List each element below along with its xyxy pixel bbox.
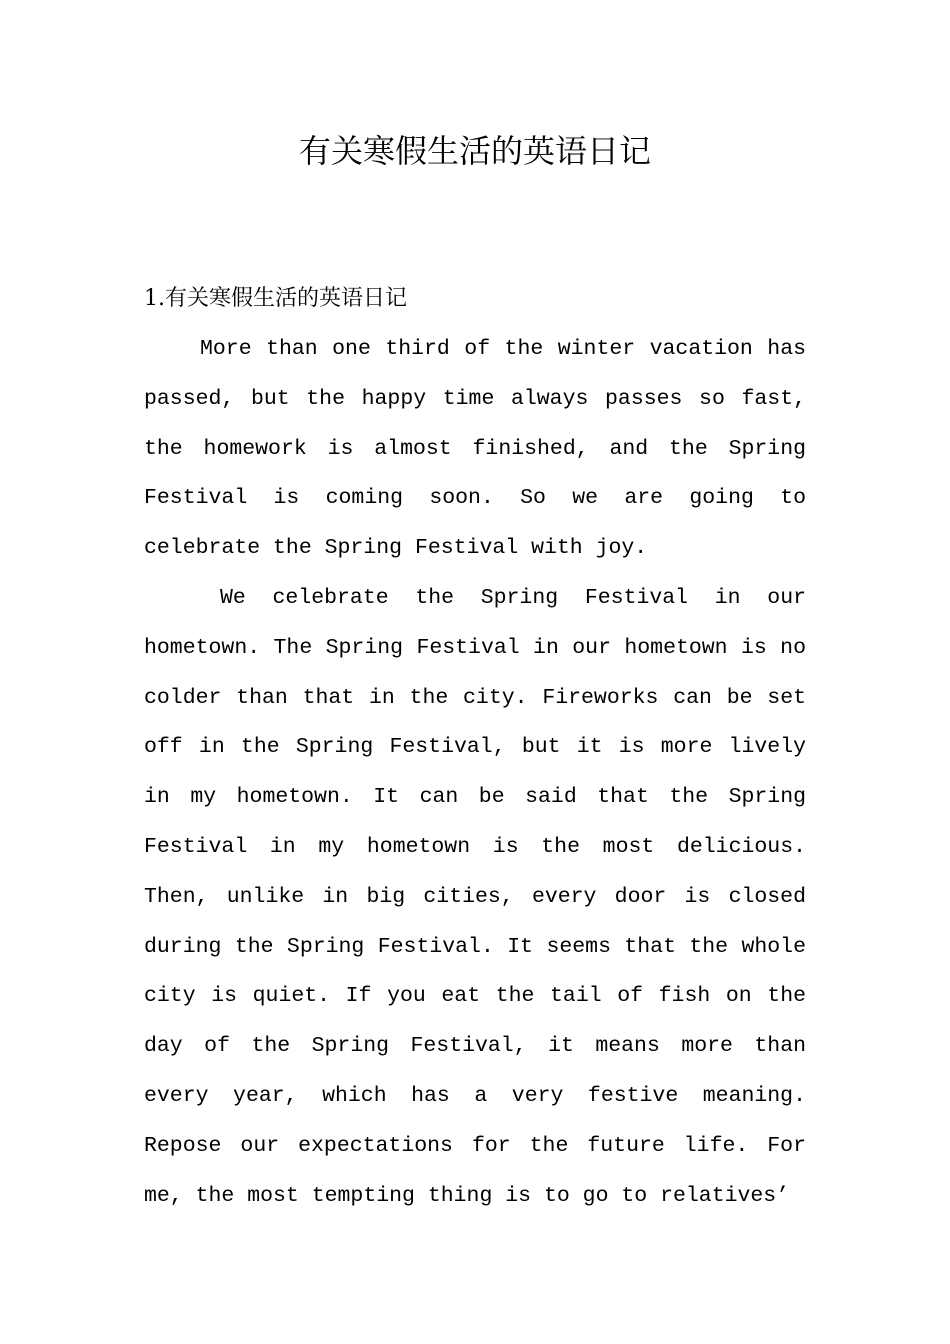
- paragraph-1: More than one third of the winter vacation has passed, but the happy time always passes so fast, the homework is almost finished, and the Spring Festival is coming soon. So we are going to celebrate the Spring Festival with joy.: [144, 337, 806, 561]
- paragraph-2: We celebrate the Spring Festival in our hometown. The Spring Festival in our hometown is no colder than that in the city. Fireworks can be set off in the Spring Festival, but it is more lively in my hometown. It can be said that the Spring Festival in my hometown is the most delicious. Then, unlike in big cities, every door is closed during the Spring Festival. It seems that the whole city is quiet. If you eat the tail of fish on the day of the Spring Festival, it means more than every year, which has a very festive meaning. Repose our expectations for the future life. For me, the most tempting thing is to go to relatives’: [144, 586, 806, 1208]
- section-heading: 1.有关寒假生活的英语日记: [144, 286, 407, 311]
- page-title: 有关寒假生活的英语日记: [298, 132, 651, 170]
